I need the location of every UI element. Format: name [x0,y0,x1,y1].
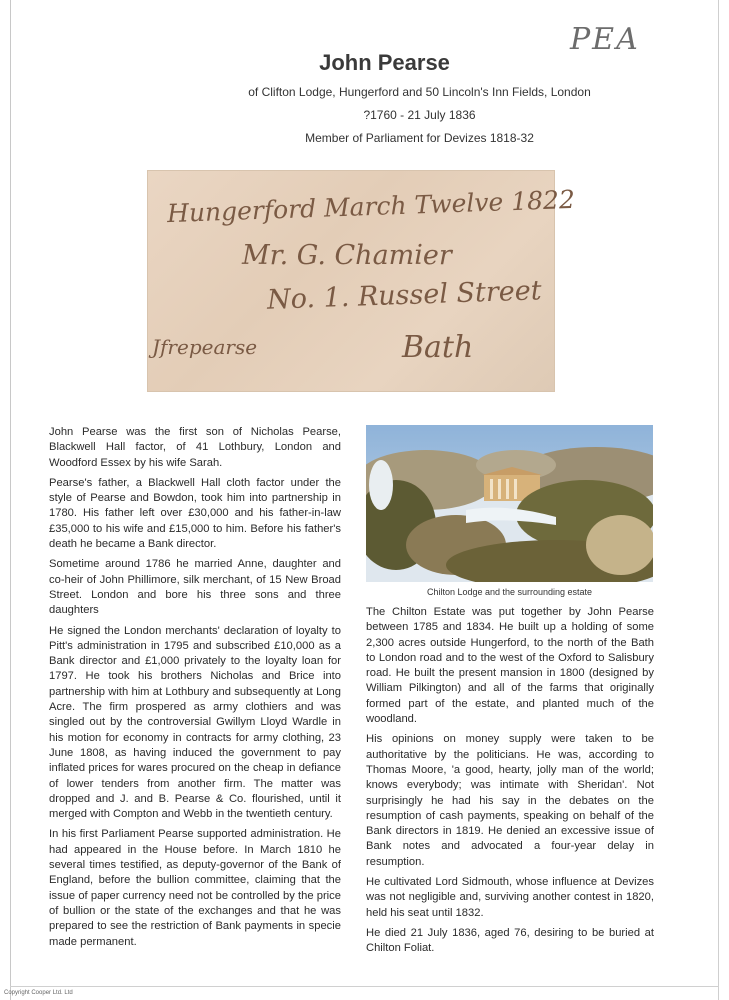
paragraph: He signed the London merchants' declaration of loyalty to Pitt's administration in 1795 and subscribed £10,000 as a Bank director and £1,000 privately to the loyalty loan for 1797. He took his brothers Nicholas and Brice into partnership with him at Lothbury and subsequently at Long Acre. The firm prospered as army clothiers and was singled out by the controversial Gwillym Lloyd Wardle in his motion for economy in contracts for army clothing, 23 June 1808, as having induced the government to pay inflated prices for wares procured on the cheap in defiance of lower tenders from another firm. The matter was dropped and J. and B. Pearse & Co. flourished, until it merged with Compton and Webb in the twentieth century. [49,624,341,821]
paragraph: John Pearse was the first son of Nicholas Pearse, Blackwell Hall factor, of 41 Lothbury, London and Woodford Essex by his wife Sarah. [49,426,341,469]
paragraph: He cultivated Lord Sidmouth, whose influence at Devizes was not negligible and, surviving another contest in 1820, held his seat until 1832. [366,876,654,919]
paragraph: Pearse's father, a Blackwell Hall cloth factor under the style of Pearse and Bowdon, took him into partnership in 1780. His father left over £30,000 and his father-in-law £35,000 to his wife and £15,000 to him. Before his father's death he became a Bank director. [49,476,341,551]
page-edge-left [10,0,11,1000]
subtitle-role: Member of Parliament for Devizes 1818-32 [305,131,534,145]
envelope-line-street: No. 1. Russel Street [266,275,543,316]
paragraph: He died 21 July 1836, aged 76, desiring to be buried at Chilton Foliat. [366,926,654,955]
page-edge-bottom [10,986,719,987]
envelope-front-image [147,170,576,392]
right-text-column [366,605,654,962]
page-edge-right [718,0,719,1000]
page-title: John Pearse [319,50,450,75]
reference-mark: PEA [570,22,640,57]
subtitle-residence: of Clifton Lodge, Hungerford and 50 Lincoln's Inn Fields, London [248,85,591,99]
document-header [0,50,729,145]
subtitle-dates: ?1760 - 21 July 1836 [363,108,476,122]
paragraph: His opinions on money supply were taken to be authoritative by the politicians. He was, according to Thomas Moore, 'a good, hearty, jolly man of the world; knows everybody; was intimate with Sheridan'. Not surprisingly he had his say in the debates on the resumption of cash payments, speaking on behalf of the Bank directors in 1819. He denied an excessive issue of Bank notes and advocated a four-year delay in resumption. [366,733,654,868]
envelope-line-date: Hungerford March Twelve 1822 [166,184,576,229]
left-text-column [49,425,341,955]
paragraph: The Chilton Estate was put together by John Pearse between 1785 and 1834. He built up a holding of some 2,300 acres outside Hungerford, to the north of the Bath to London road and to the west of the Oxford to Salisbury road. He built the present mansion in 1800 (designed by William Pilkington) and all of the farms that originally formed part of the estate, and planted much of the woodland. [366,606,654,726]
envelope-town: Bath [402,330,474,365]
copyright-notice: Copyright Cooper Ltd. Ltd [4,990,73,996]
photo-caption: Chilton Lodge and the surrounding estate [426,587,593,597]
estate-photo [366,425,653,582]
envelope-signature: Jfrepearse [152,335,258,359]
paragraph: Sometime around 1786 he married Anne, daughter and co-heir of John Phillimore, silk merchant, of 15 New Broad Street. London and bore his three sons and three daughters [49,558,341,617]
envelope-line-addressee: Mr. G. Chamier [242,240,452,271]
paragraph: In his first Parliament Pearse supported administration. He had appeared in the House before. In March 1810 he several times testified, as deputy-governor of the Bank of England, before the bullion committee, claiming that the issue of paper currency need not be controlled by the price of bullion or the state of the exchanges and that he was prepared to see the restriction of Bank payments in specie made permanent. [49,828,341,948]
